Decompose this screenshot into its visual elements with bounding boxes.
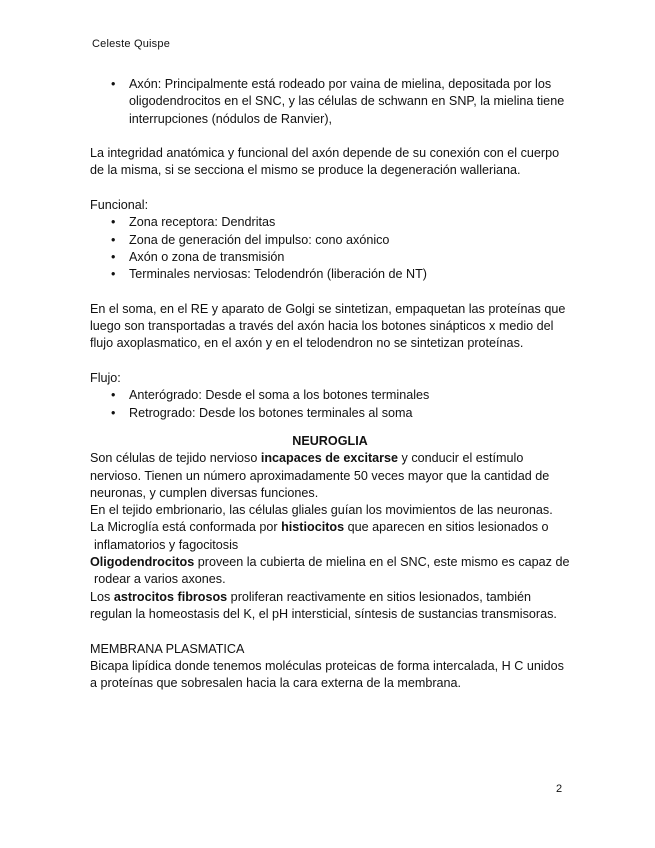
paragraph-membrana: Bicapa lipídica donde tenemos moléculas proteicas de forma intercalada, H C unidos a proteínas que sobresalen hacia la cara externa de la membrana. (90, 658, 564, 691)
paragraph-microglia-cont: inflamatorios y fagocitosis (94, 537, 239, 552)
list-item: • Terminales nerviosas: Telodendrón (liberación de NT) (90, 266, 570, 283)
flujo-list (90, 387, 570, 422)
list-item: • Zona de generación del impulso: cono axónico (90, 232, 570, 249)
list-item: • Axón: Principalmente está rodeado por vaina de mielina, depositada por los oligodendrocitos en el SNC, y las células de schwann en SNP, la mielina tiene interrupciones (nódulos de Ranvier), (90, 76, 570, 128)
paragraph-integridad: La integridad anatómica y funcional del axón depende de su conexión con el cuerpo de la misma, si se secciona el mismo se produce la degeneración walleriana. (90, 146, 560, 178)
funcional-list (90, 214, 570, 283)
document-body (90, 76, 570, 692)
header-author: Celeste Quispe (92, 38, 171, 50)
list-item: • Anterógrado: Desde el soma a los botones terminales (90, 387, 570, 404)
paragraph-oligodendrocitos-cont: rodear a varios axones. (94, 572, 226, 587)
section-title-membrana: MEMBRANA PLASMATICA (90, 641, 245, 656)
list-item: • Retrogrado: Desde los botones terminales al soma (90, 405, 570, 422)
list-item: • Axón o zona de transmisión (90, 249, 570, 266)
list-item: • Zona receptora: Dendritas (90, 214, 570, 231)
axon-list (90, 76, 570, 128)
section-title-funcional: Funcional: (90, 198, 149, 213)
paragraph-microglia: La Microglía está conformada por histiocitos que aparecen en sitios lesionados o (90, 520, 549, 535)
paragraph-astrocitos: Los astrocitos fibrosos proliferan reactivamente en sitios lesionados, también regulan la homeostasis del K, el pH intersticial, síntesis de sustancias transmisoras. (90, 589, 557, 621)
paragraph-neuroglia-intro: Son células de tejido nervioso incapaces de excitarse y conducir el estímulo nervioso. Tienen un número aproximadamente 50 veces mayor que la cantidad de neuronas, y cumplen diversas funciones. (90, 451, 550, 500)
paragraph-neuroglia-embrionario: En el tejido embrionario, las células gliales guían los movimientos de las neuronas. (90, 503, 553, 518)
paragraph-oligodendrocitos: Oligodendrocitos proveen la cubierta de mielina en el SNC, este mismo es capaz de (90, 555, 570, 570)
section-title-neuroglia: NEUROGLIA (292, 433, 368, 448)
section-title-flujo: Flujo: (90, 371, 121, 386)
paragraph-soma: En el soma, en el RE y aparato de Golgi se sintetizan, empaquetan las proteínas que luego son transportadas a través del axón hacia los botones sinápticos x medio del flujo axoplasmatico, en el axón y en el telodendron no se sintetizan proteínas. (90, 301, 566, 351)
page-number: 2 (556, 783, 563, 795)
